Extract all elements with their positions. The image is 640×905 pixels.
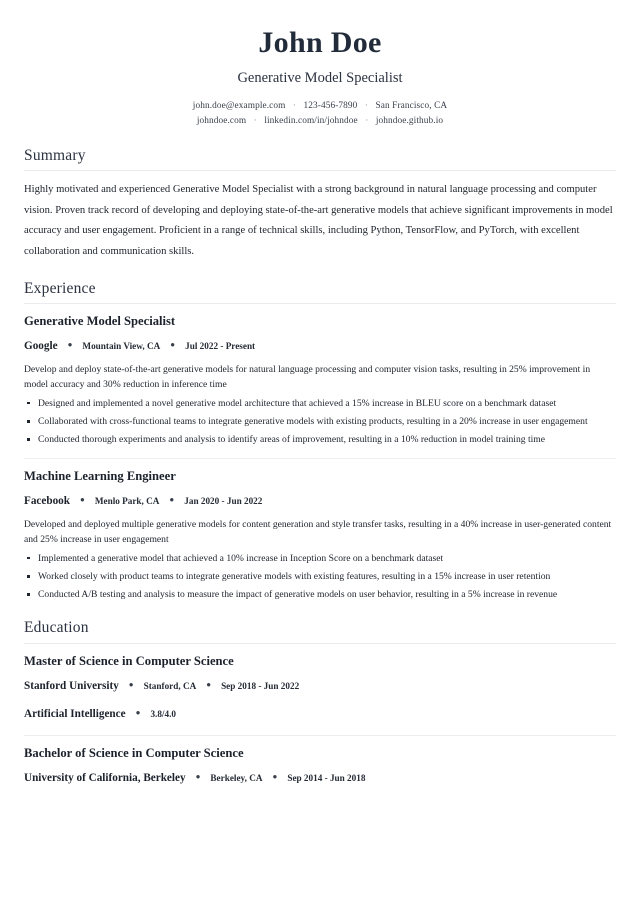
education-degree: Bachelor of Science in Computer Science (24, 746, 244, 761)
section-title-experience: Experience (24, 279, 96, 297)
list-item: Designed and implemented a novel generative model architecture that achieved a 15% increase in BLEU score on a benchmark dataset (24, 396, 616, 411)
job-meta (24, 488, 616, 511)
contact-phone[interactable]: 123-456-7890 (303, 100, 358, 111)
contact-separator-icon: · (364, 100, 369, 111)
bullet-dot-icon: ● (169, 495, 175, 505)
bullet-dot-icon: ● (195, 772, 201, 782)
list-item: Implemented a generative model that achieved a 10% increase in Inception Score on a benchmark dataset (24, 551, 616, 566)
education-field-row (24, 701, 616, 724)
bullet-dot-icon: ● (206, 679, 212, 689)
section-experience (24, 280, 616, 603)
job-company: Facebook (24, 495, 70, 508)
summary-paragraph: Highly motivated and experienced Generative Model Specialist with a strong background in natural language processing and computer vision. Proven track record of developing and deploying state-of-the-art generative models that achieve significant improvements in model accuracy and user engagement. Proficient in a range of technical skills, including Python, TensorFlow, and PyTorch, with excellent collaboration and communication skills. (24, 184, 613, 258)
experience-entry (24, 468, 616, 602)
bullet-dot-icon: ● (80, 495, 85, 505)
entry-divider (24, 735, 616, 736)
contact-separator-icon: · (253, 116, 257, 127)
contact-linkedin[interactable]: linkedin.com/in/johndoe (264, 116, 358, 127)
job-company: Google (24, 340, 58, 353)
education-meta (24, 673, 616, 696)
section-education (24, 619, 616, 788)
experience-entry (24, 313, 616, 447)
list-item: Conducted thorough experiments and analysis to identify areas of improvement, resulting in a 10% reduction in model training time (24, 432, 616, 447)
section-divider (24, 303, 616, 304)
job-highlights (24, 551, 616, 602)
section-title-education: Education (24, 619, 89, 637)
education-gpa: 3.8/4.0 (150, 709, 176, 720)
contact-separator-icon: · (292, 100, 297, 111)
section-divider (24, 643, 616, 644)
contact-email[interactable]: john.doe@example.com (192, 100, 286, 111)
contact-github[interactable]: johndoe.github.io (375, 116, 444, 127)
list-item: Worked closely with product teams to integrate generative models with existing features, resulting in a 15% increase in user retention (24, 569, 616, 584)
education-entry (24, 653, 616, 724)
job-highlights (24, 396, 616, 447)
candidate-name: John Doe (258, 26, 382, 59)
education-field: Artificial Intelligence (24, 708, 126, 721)
education-institution: Stanford University (24, 679, 119, 692)
bullet-dot-icon: ● (135, 708, 141, 718)
contact-location: San Francisco, CA (375, 100, 448, 111)
list-item: Conducted A/B testing and analysis to measure the impact of generative models on user behavior, resulting in a 5% increase in revenue (24, 587, 616, 602)
entry-divider (24, 458, 616, 459)
job-dates: Jul 2022 - Present (185, 341, 256, 352)
resume-header (24, 26, 616, 130)
bullet-dot-icon: ● (67, 340, 73, 350)
education-dates: Sep 2018 - Jun 2022 (221, 680, 300, 691)
education-entry (24, 745, 616, 788)
education-location: Stanford, CA (143, 680, 197, 691)
contact-website[interactable]: johndoe.com (196, 116, 247, 127)
education-meta (24, 765, 616, 788)
job-position: Generative Model Specialist (24, 314, 176, 329)
education-dates: Sep 2014 - Jun 2018 (287, 773, 366, 784)
bullet-dot-icon: ● (128, 679, 134, 689)
candidate-headline: Generative Model Specialist (237, 69, 403, 86)
list-item: Collaborated with cross-functional teams to integrate generative models with existing products, resulting in a 20% increase in user engagement (24, 414, 616, 429)
job-position: Machine Learning Engineer (24, 469, 176, 484)
section-divider (24, 170, 616, 171)
job-description: Develop and deploy state-of-the-art generative models for natural language processing and computer vision tasks, resulting in 25% improvement in model accuracy and 30% reduction in inference time (24, 363, 591, 390)
section-title-summary: Summary (24, 146, 86, 164)
contact-row-links (24, 114, 616, 129)
education-institution: University of California, Berkeley (24, 772, 186, 785)
bullet-dot-icon: ● (272, 772, 278, 782)
contact-separator-icon: · (365, 116, 369, 127)
job-description: Developed and deployed multiple generative models for content generation and style transfer tasks, resulting in a 40% increase in user-generated content and 25% increase in user engagement (24, 518, 612, 545)
job-location: Menlo Park, CA (94, 496, 160, 507)
education-location: Berkeley, CA (210, 773, 263, 784)
section-summary (24, 147, 616, 263)
job-dates: Jan 2020 - Jun 2022 (184, 496, 263, 507)
job-location: Mountain View, CA (82, 341, 161, 352)
education-degree: Master of Science in Computer Science (24, 653, 234, 668)
job-meta (24, 333, 616, 356)
contact-row-primary (24, 99, 616, 114)
bullet-dot-icon: ● (170, 340, 176, 350)
